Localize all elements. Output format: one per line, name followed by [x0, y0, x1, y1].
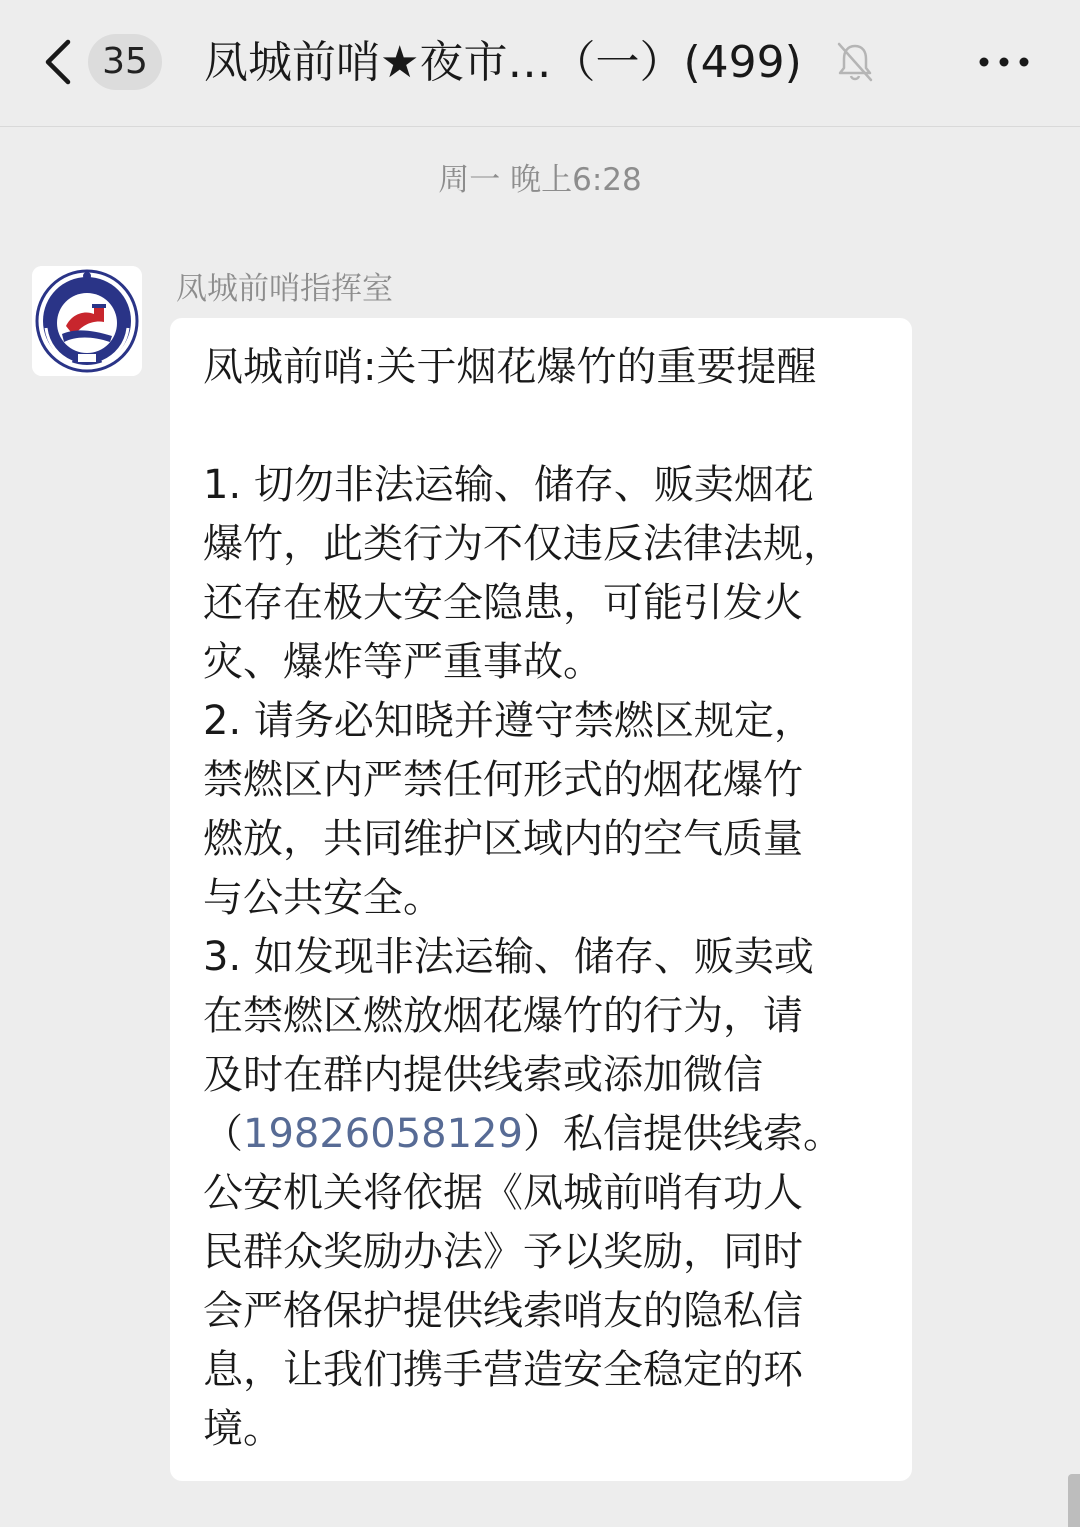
message-line: 公安机关将依据《凤城前哨有功人: [203, 1170, 803, 1216]
back-button[interactable]: [36, 30, 86, 94]
message-line: 3. 如发现非法运输、储存、贩卖或: [203, 934, 814, 980]
message-line: 会严格保护提供线索哨友的隐私信: [203, 1288, 803, 1334]
message-line: 息，让我们携手营造安全稳定的环: [203, 1347, 803, 1393]
message-timestamp: 周一 晚上6:28: [438, 162, 642, 198]
more-button[interactable]: [972, 42, 1036, 82]
message-line-with-phone: [203, 1105, 882, 1164]
paren-open: （: [203, 1111, 243, 1157]
scrollbar-thumb[interactable]: [1068, 1474, 1080, 1527]
message-blank-line: [203, 397, 882, 456]
message-line: 境。: [203, 1406, 283, 1452]
sender-name: 凤城前哨指挥室: [176, 271, 393, 307]
sender-avatar[interactable]: [32, 266, 142, 376]
message-line: 灾、爆炸等严重事故。: [203, 639, 603, 685]
message-line: 与公共安全。: [203, 875, 443, 921]
chat-title[interactable]: 凤城前哨★夜市…（一）(499): [204, 37, 802, 88]
message-line: 燃放，共同维护区域内的空气质量: [203, 816, 803, 862]
message-line: 爆竹，此类行为不仅违反法律法规，: [203, 521, 843, 567]
message-line: 及时在群内提供线索或添加微信: [203, 1052, 763, 1098]
chat-header: [0, 0, 1080, 127]
unread-count-badge[interactable]: 35: [88, 34, 162, 90]
message-line: 凤城前哨:关于烟花爆竹的重要提醒: [203, 344, 817, 390]
message-line: 在禁燃区燃放烟花爆竹的行为，请: [203, 993, 803, 1039]
message-line: 还存在极大安全隐患，可能引发火: [203, 580, 803, 626]
bell-off-icon: [835, 40, 875, 84]
message-line: 禁燃区内严禁任何形式的烟花爆竹: [203, 757, 803, 803]
message-line: 民群众奖励办法》予以奖励，同时: [203, 1229, 803, 1275]
message-text: ）私信提供线索。: [522, 1111, 843, 1157]
message-line: 1. 切勿非法运输、储存、贩卖烟花: [203, 462, 814, 508]
message-bubble[interactable]: [170, 318, 912, 1481]
police-emblem-icon: [32, 266, 142, 376]
ellipsis-icon: [972, 42, 1036, 82]
message-line: 2. 请务必知晓并遵守禁燃区规定，: [203, 698, 814, 744]
phone-number-link[interactable]: 19826058129: [243, 1111, 523, 1157]
chevron-left-icon: [36, 30, 86, 94]
